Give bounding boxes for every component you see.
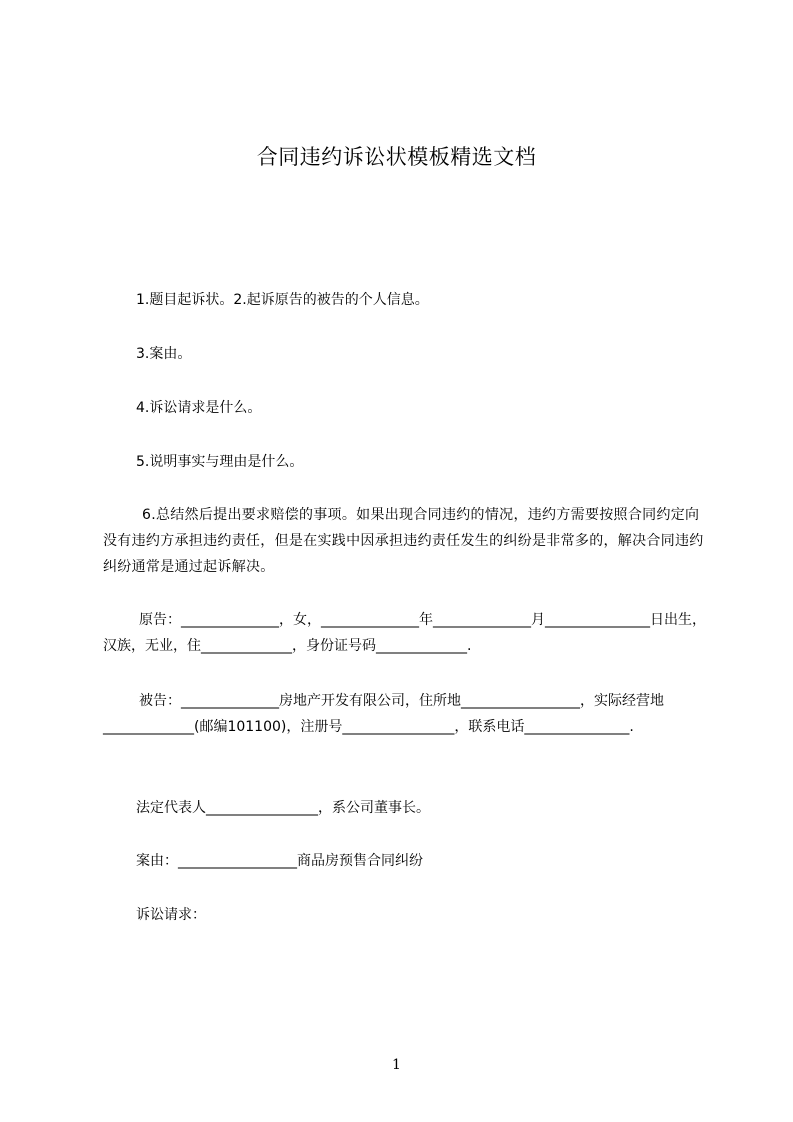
paragraph-item-3: 3.案由。 — [136, 346, 192, 362]
case-cause-paragraph: 案由：_________________商品房预售合同纠纷 — [136, 853, 423, 869]
claims-heading: 诉讼请求： — [136, 907, 206, 923]
page-number: 1 — [392, 1057, 401, 1073]
defendant-info-paragraph: 被告：______________房地产开发有限公司，住所地_________________，实际经营地_____________(邮编101100)，注册号________________，联系电话_______________. — [103, 693, 664, 735]
paragraph-item-5: 5.说明事实与理由是什么。 — [136, 454, 304, 470]
plaintiff-info-paragraph: 原告：______________，女，______________年______________月_______________日出生，汉族，无业，住_____________，身份证号码_____________. — [103, 612, 706, 654]
paragraph-items-1-2: 1.题目起诉状。2.起诉原告的被告的个人信息。 — [136, 292, 429, 308]
paragraph-item-6: 6.总结然后提出要求赔偿的事项。如果出现合同违约的情况，违约方需要按照合同约定向没有违约方承担违约责任，但是在实践中因承担违约责任发生的纠纷是非常多的，解决合同违约纠纷通常是通过起诉解决。 — [103, 507, 704, 575]
paragraph-item-4: 4.诉讼请求是什么。 — [136, 400, 262, 416]
legal-representative-paragraph: 法定代表人________________，系公司董事长。 — [136, 800, 430, 816]
document-title: 合同违约诉讼状模板精选文档 — [256, 145, 537, 169]
